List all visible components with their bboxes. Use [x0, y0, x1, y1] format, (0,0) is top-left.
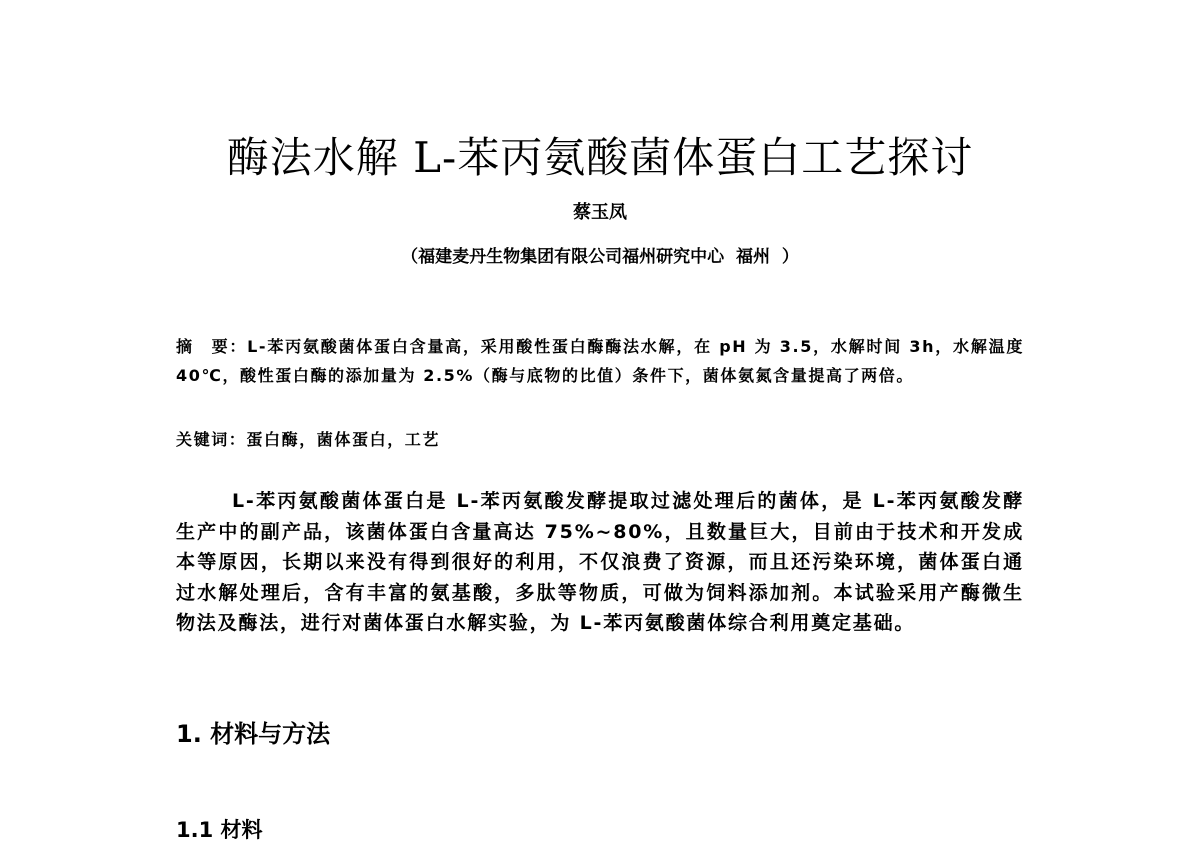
- keywords-text: 蛋白酶，菌体蛋白，工艺: [246, 430, 441, 449]
- keywords: [176, 425, 1024, 454]
- author-name: 蔡玉凤: [573, 202, 627, 223]
- author-affiliation: （福建麦丹生物集团有限公司福州研究中心 福州 ）: [401, 247, 799, 267]
- paper-title: 酶法水解 L-苯丙氨酸菌体蛋白工艺探讨: [226, 133, 974, 182]
- section-heading-materials-methods: 1. 材料与方法: [176, 720, 331, 748]
- abstract-text: L-苯丙氨酸菌体蛋白含量高，采用酸性蛋白酶酶法水解，在 pH 为 3.5，水解时间 3h，水解温度 40℃，酸性蛋白酶的添加量为 2.5%（酶与底物的比值）条件下，菌体氨氮含量提高了两倍。: [176, 337, 1025, 385]
- abstract: [176, 332, 1024, 390]
- subsection-heading-materials: 1.1 材料: [176, 818, 263, 842]
- intro-paragraph: L-苯丙氨酸菌体蛋白是 L-苯丙氨酸发酵提取过滤处理后的菌体，是 L-苯丙氨酸发酵生产中的副产品，该菌体蛋白含量高达 75%~80%，且数量巨大，目前由于技术和开发成本等原因，长期以来没有得到很好的利用，不仅浪费了资源，而且还污染环境，菌体蛋白通过水解处理后，含有丰富的氨基酸，多肽等物质，可做为饲料添加剂。本试验采用产酶微生物法及酶法，进行对菌体蛋白水解实验，为 L-苯丙氨酸菌体综合利用奠定基础。: [176, 490, 1024, 634]
- abstract-label: 摘 要：: [176, 337, 248, 356]
- keywords-label: 关键词：: [176, 430, 247, 449]
